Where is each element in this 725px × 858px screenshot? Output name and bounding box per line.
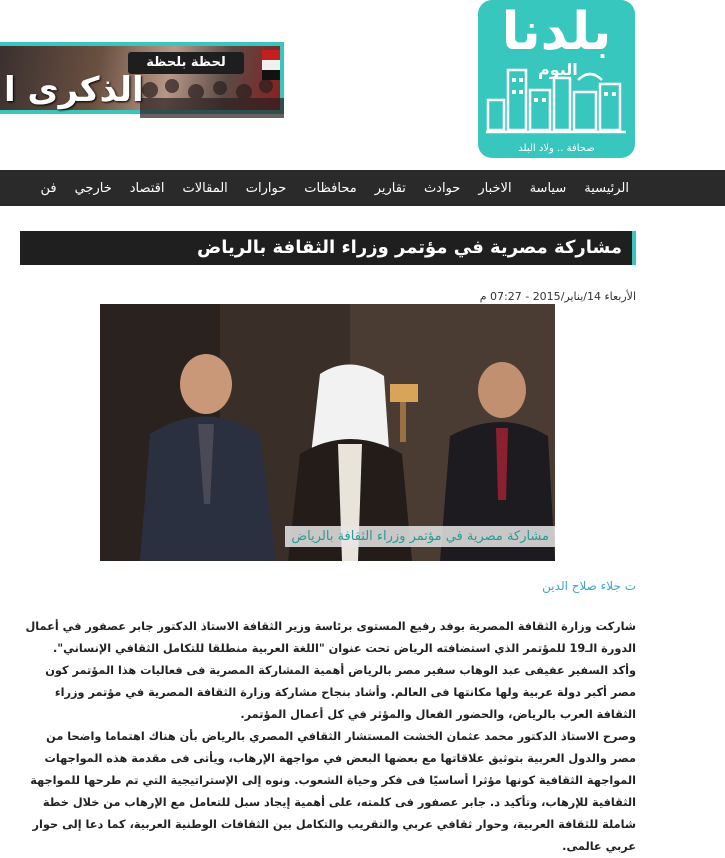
article-title: مشاركة مصرية في مؤتمر وزراء الثقافة بالرياض (20, 231, 636, 265)
nav-item-incidents[interactable]: حوادث (423, 180, 461, 196)
nav-item-politics[interactable]: سياسة (529, 180, 567, 196)
logo-subtitle: اليوم (538, 60, 578, 79)
nav-item-economy[interactable]: اقتصاد (129, 180, 165, 196)
nav-item-news[interactable]: الاخبار (478, 180, 512, 196)
nav-item-reports[interactable]: تقارير (374, 180, 406, 196)
nav-item-articles[interactable]: المقالات (182, 180, 228, 196)
article-paragraph-2: وأكد السفير عفيفى عبد الوهاب سفير مصر بالرياض أهمية المشاركة المصرية فى فعاليات هذا المؤتمر كون مصر أكبر دولة عربية ولها مكانتها فى العالم. وأشاد بنجاح مشاركة وزارة الثقافة المصرية في مؤتمر وزراء الثقافة العرب بالرياض، والحضور الفعال والمؤثر في كل أعمال المؤتمر. (45, 664, 636, 721)
article-body (20, 616, 636, 858)
nav-item-foreign[interactable]: خارجي (74, 180, 112, 196)
logo-tagline: صحافة .. ولاد البلد (518, 143, 595, 154)
live-coverage-banner[interactable] (0, 42, 284, 114)
article-photo[interactable] (100, 304, 555, 561)
nav-item-home[interactable]: الرئيسية (584, 180, 629, 196)
banner-title: الذكرى ا (4, 70, 144, 110)
ministers-photo-icon (100, 304, 555, 561)
nav-item-governorates[interactable]: محافظات (304, 180, 357, 196)
nav-item-interviews[interactable]: حوارات (245, 180, 287, 196)
site-logo[interactable] (478, 0, 635, 158)
article-author[interactable]: ت جلاء صلاح الدين (542, 579, 636, 593)
nav-item-art[interactable]: فن (40, 180, 57, 196)
main-nav (0, 170, 725, 206)
banner-live-tag: لحظة بلحظة (128, 52, 244, 74)
article-paragraph-3: وصرح الاستاذ الدكتور محمد عثمان الخشت المستشار الثقافي المصري بالرياض بأن هناك اهتماما واضحا من مصر والدول العربية بتوثيق علاقاتها مع بعضها البعض في مواجهة الإرهاب، ويأتى فى مقدمة هذه المواجهات المواجهة الثقافية كونها مؤثرا أساسيًا فى فكر وحياة الشعوب. ونوه إلى الإستراتيجية التي تم طرحها للمواجهة الثقافية للإرهاب، وتأكيد د. جابر عصفور فى كلمته، على أهمية إيجاد سبل للتعامل مع الإرهاب من خلال خطة شاملة للثقافة العربية، وحوار ثقافي عربي والتقريب والتكامل بين الثقافات الوطنية العربية، كما دعا إلى حوار عربي عالمى. (30, 730, 636, 853)
photo-caption: مشاركة مصرية في مؤتمر وزراء الثقافة بالرياض (285, 526, 555, 547)
logo-wordmark: بلدنا (501, 2, 612, 62)
article-paragraph-1: شاركت وزارة الثقافة المصرية بوفد رفيع المستوى برئاسة وزير الثقافة الاستاذ الدكتور جابر عصفور في أعمال الدورة الـ19 للمؤتمر الذي استضافته الرياض تحت عنوان "اللغة العربية منطلقا للتكامل الثقافي الإنساني". (25, 620, 636, 655)
article-dateline: الأربعاء 14/يناير/2015 - 07:27 م (479, 290, 636, 303)
